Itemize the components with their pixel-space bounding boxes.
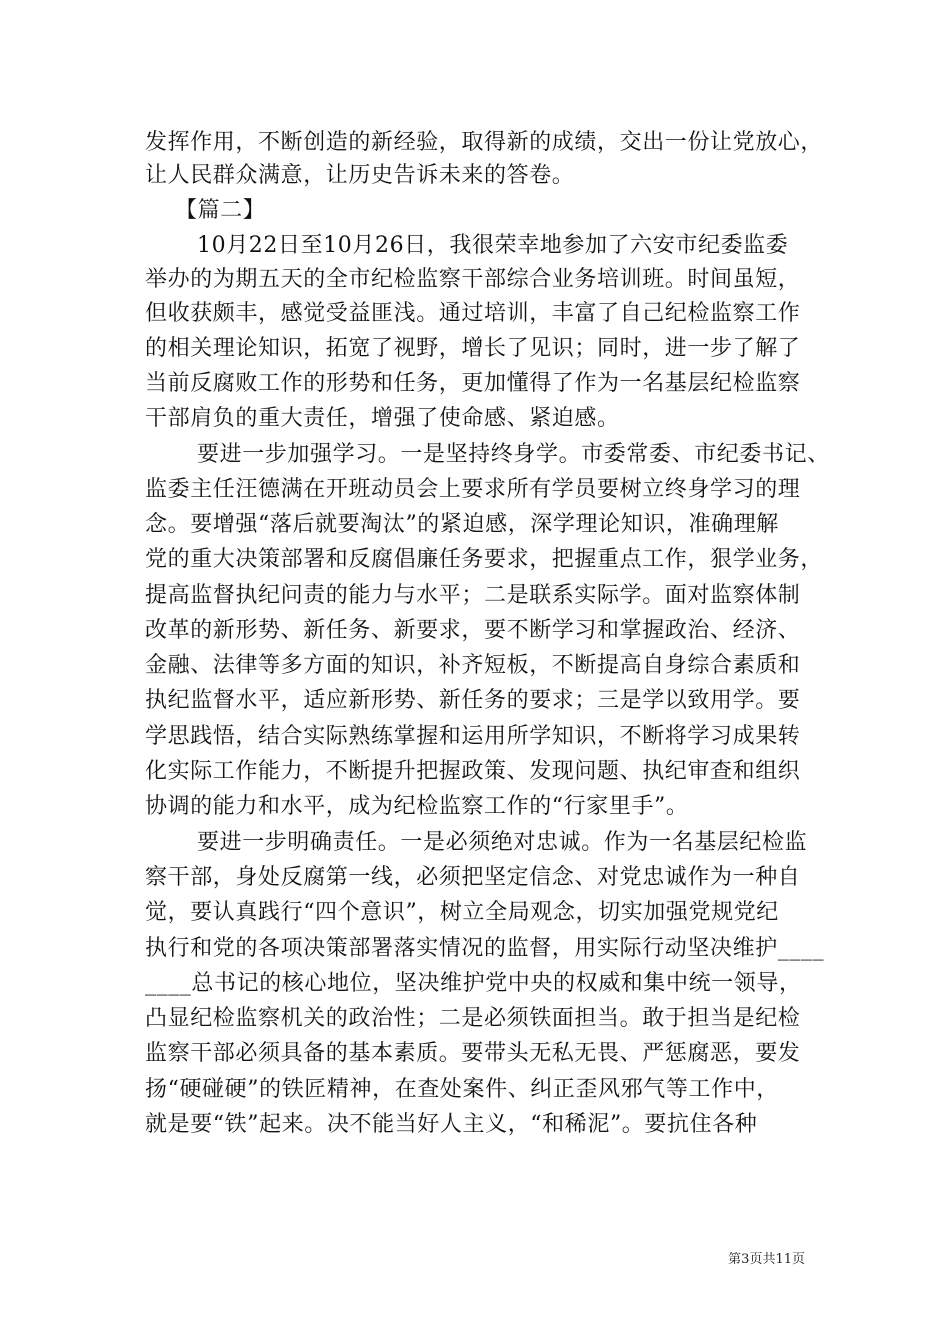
text-line: 化实际工作能力，不断提升把握政策、发现问题、执纪审查和组织: [145, 759, 801, 784]
text-line: 党的重大决策部署和反腐倡廉任务要求，把握重点工作，狠学业务，: [145, 547, 824, 572]
text-line: 监察干部必须具备的基本素质。要带头无私无畏、严惩腐恶，要发: [145, 1041, 801, 1066]
text-line: 执行和党的各项决策部署落实情况的监督，用实际行动坚决维护____: [145, 936, 825, 961]
text-line: 察干部，身处反腐第一线，必须把坚定信念、对党忠诚作为一种自: [145, 865, 801, 890]
text-line: 干部肩负的重大责任，增强了使命感、紧迫感。: [145, 406, 620, 431]
text-line: 执纪监督水平，适应新形势、新任务的要求；三是学以致用学。要: [145, 688, 801, 713]
text-line: 扬“硬碰硬”的铁匠精神，在查处案件、纠正歪风邪气等工作中，: [145, 1077, 779, 1102]
text-line: 念。要增强“落后就要淘汰”的紧迫感，深学理论知识，准确理解: [145, 512, 779, 537]
text-line: ____总书记的核心地位，坚决维护党中央的权威和集中统一领导，: [145, 971, 802, 996]
text-line: 觉，要认真践行“四个意识”，树立全局观念，切实加强党规党纪: [145, 900, 779, 925]
text-line: 要进一步加强学习。一是坚持终身学。市委常委、市纪委书记、: [197, 442, 830, 467]
text-line: 的相关理论知识，拓宽了视野，增长了见识；同时，进一步了解了: [145, 336, 801, 361]
page-number-footer: 第3页共11页: [728, 1252, 805, 1267]
text-line: 学思践悟，结合实际熟练掌握和运用所学知识，不断将学习成果转: [145, 724, 801, 749]
text-line: 发挥作用，不断创造的新经验，取得新的成绩，交出一份让党放心，: [145, 130, 824, 155]
text-line: 让人民群众满意，让历史告诉未来的答卷。: [145, 163, 575, 188]
text-line: 要进一步明确责任。一是必须绝对忠诚。作为一名基层纪检监: [197, 830, 808, 855]
text-line: 但收获颇丰，感觉受益匪浅。通过培训，丰富了自己纪检监察工作: [145, 301, 801, 326]
text-line: 10月22日至10月26日，我很荣幸地参加了六安市纪委监委: [197, 233, 789, 258]
text-line: 改革的新形势、新任务、新要求，要不断学习和掌握政治、经济、: [145, 618, 801, 643]
text-line: 协调的能力和水平，成为纪检监察工作的“行家里手”。: [145, 794, 689, 819]
text-line: 就是要“铁”起来。决不能当好人主义，“和稀泥”。要抗住各种: [145, 1112, 758, 1137]
section-heading: 【篇二】: [175, 198, 266, 223]
text-line: 金融、法律等多方面的知识，补齐短板，不断提高自身综合素质和: [145, 653, 801, 678]
text-line: 凸显纪检监察机关的政治性；二是必须铁面担当。敢于担当是纪检: [145, 1006, 801, 1031]
text-line: 提高监督执纪问责的能力与水平；二是联系实际学。面对监察体制: [145, 583, 801, 608]
text-line: 监委主任汪德满在开班动员会上要求所有学员要树立终身学习的理: [145, 477, 801, 502]
text-line: 举办的为期五天的全市纪检监察干部综合业务培训班。时间虽短，: [145, 267, 801, 292]
text-line: 当前反腐败工作的形势和任务，更加懂得了作为一名基层纪检监察: [145, 371, 801, 396]
